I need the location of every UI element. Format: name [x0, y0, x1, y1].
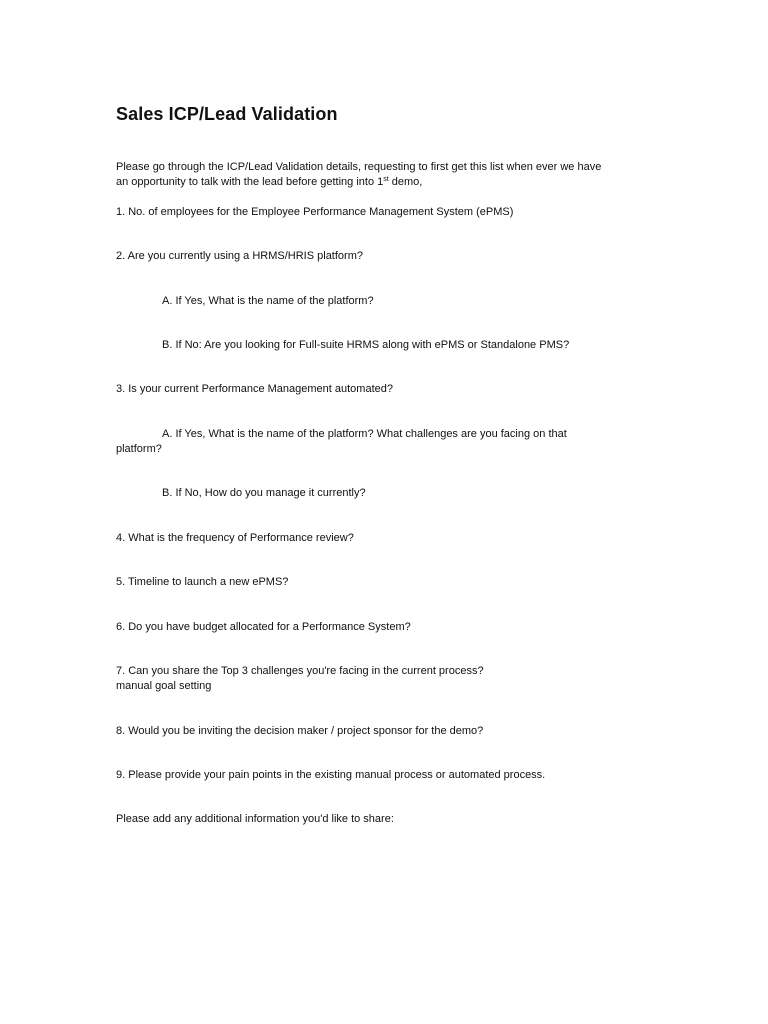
document-title: Sales ICP/Lead Validation — [116, 104, 338, 124]
question-7-answer: manual goal setting — [116, 680, 212, 692]
question-3-option-a-line-2: platform? — [116, 443, 162, 455]
question-7: 7. Can you share the Top 3 challenges you're facing in the current process? — [116, 665, 484, 677]
intro-line-2-text: an opportunity to talk with the lead before getting into 1 — [116, 176, 384, 188]
intro-ordinal-suffix: st — [383, 176, 389, 183]
question-5: 5. Timeline to launch a new ePMS? — [116, 576, 289, 588]
question-2-option-a: A. If Yes, What is the name of the platform? — [162, 295, 374, 307]
intro-line-1: Please go through the ICP/Lead Validation details, requesting to first get this list when ever we have — [116, 161, 602, 173]
question-9: 9. Please provide your pain points in the existing manual process or automated process. — [116, 769, 546, 781]
question-2: 2. Are you currently using a HRMS/HRIS platform? — [116, 250, 363, 262]
question-2-option-b: B. If No: Are you looking for Full-suite HRMS along with ePMS or Standalone PMS? — [162, 339, 570, 351]
intro-line-2-tail: demo, — [388, 176, 423, 188]
question-3-option-a-line-1: A. If Yes, What is the name of the platform? What challenges are you facing on that — [162, 428, 567, 440]
question-4: 4. What is the frequency of Performance review? — [116, 532, 354, 544]
question-8: 8. Would you be inviting the decision maker / project sponsor for the demo? — [116, 725, 484, 737]
closing-prompt: Please add any additional information you'd like to share: — [116, 813, 394, 825]
question-3-option-a — [116, 427, 656, 457]
question-3: 3. Is your current Performance Management automated? — [116, 383, 393, 395]
question-3-option-b: B. If No, How do you manage it currently? — [162, 487, 366, 499]
question-1: 1. No. of employees for the Employee Performance Management System (ePMS) — [116, 206, 514, 218]
question-6: 6. Do you have budget allocated for a Performance System? — [116, 621, 411, 633]
intro-line-2 — [116, 175, 422, 190]
